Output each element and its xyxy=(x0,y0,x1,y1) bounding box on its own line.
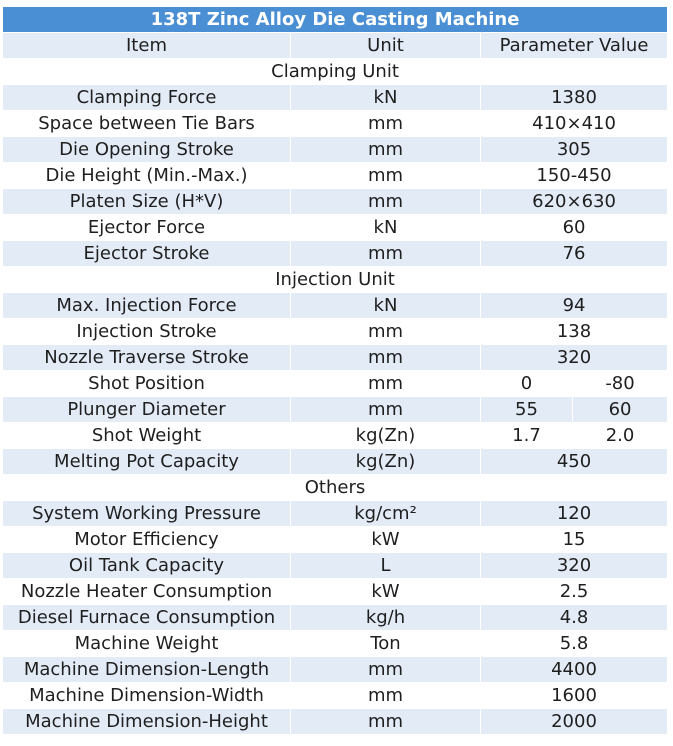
value-cell: 450 xyxy=(481,449,668,475)
value-cell: 1600 xyxy=(481,683,668,709)
item-cell: Diesel Furnace Consumption xyxy=(3,605,291,631)
unit-cell: mm xyxy=(291,241,481,267)
section-header-row xyxy=(3,59,668,85)
unit-cell: mm xyxy=(291,319,481,345)
table-row xyxy=(3,553,668,579)
header-unit: Unit xyxy=(291,33,481,59)
table-row xyxy=(3,501,668,527)
table-row xyxy=(3,345,668,371)
unit-cell: Ton xyxy=(291,631,481,657)
table-row xyxy=(3,605,668,631)
unit-cell: mm xyxy=(291,657,481,683)
value-cell: 320 xyxy=(481,345,668,371)
section-header-row xyxy=(3,475,668,501)
section-title: Others xyxy=(3,475,668,501)
table-row xyxy=(3,189,668,215)
header-value: Parameter Value xyxy=(481,33,668,59)
item-cell: Ejector Stroke xyxy=(3,241,291,267)
value-cell-b: 60 xyxy=(573,397,668,423)
value-cell: 1380 xyxy=(481,85,668,111)
value-cell: 150-450 xyxy=(481,163,668,189)
unit-cell: kW xyxy=(291,579,481,605)
item-cell: Plunger Diameter xyxy=(3,397,291,423)
value-cell-b: -80 xyxy=(573,371,668,397)
item-cell: Die Height (Min.-Max.) xyxy=(3,163,291,189)
unit-cell: mm xyxy=(291,371,481,397)
unit-cell: mm xyxy=(291,137,481,163)
item-cell: Motor Efficiency xyxy=(3,527,291,553)
item-cell: Ejector Force xyxy=(3,215,291,241)
item-cell: Space between Tie Bars xyxy=(3,111,291,137)
unit-cell: mm xyxy=(291,683,481,709)
item-cell: Oil Tank Capacity xyxy=(3,553,291,579)
unit-cell: L xyxy=(291,553,481,579)
unit-cell: kN xyxy=(291,85,481,111)
unit-cell: mm xyxy=(291,163,481,189)
value-cell: 120 xyxy=(481,501,668,527)
item-cell: Injection Stroke xyxy=(3,319,291,345)
table-row xyxy=(3,163,668,189)
value-cell: 15 xyxy=(481,527,668,553)
item-cell: Shot Weight xyxy=(3,423,291,449)
item-cell: Nozzle Heater Consumption xyxy=(3,579,291,605)
unit-cell: mm xyxy=(291,189,481,215)
value-cell: 138 xyxy=(481,319,668,345)
table-row xyxy=(3,683,668,709)
table-row xyxy=(3,319,668,345)
table-row xyxy=(3,241,668,267)
value-cell: 76 xyxy=(481,241,668,267)
unit-cell: kg(Zn) xyxy=(291,423,481,449)
value-cell: 320 xyxy=(481,553,668,579)
spec-table xyxy=(2,6,668,735)
value-cell: 60 xyxy=(481,215,668,241)
item-cell: Melting Pot Capacity xyxy=(3,449,291,475)
unit-cell: mm xyxy=(291,111,481,137)
value-cell: 4400 xyxy=(481,657,668,683)
spec-sheet xyxy=(2,6,667,735)
table-row xyxy=(3,371,668,397)
unit-cell: kg/h xyxy=(291,605,481,631)
unit-cell: kg/cm² xyxy=(291,501,481,527)
item-cell: Max. Injection Force xyxy=(3,293,291,319)
unit-cell: kg(Zn) xyxy=(291,449,481,475)
value-cell: 5.8 xyxy=(481,631,668,657)
spec-table-body xyxy=(3,7,668,735)
value-cell: 410×410 xyxy=(481,111,668,137)
section-header-row xyxy=(3,267,668,293)
item-cell: Machine Dimension-Height xyxy=(3,709,291,735)
table-row xyxy=(3,85,668,111)
table-row xyxy=(3,423,668,449)
table-title: 138T Zinc Alloy Die Casting Machine xyxy=(3,7,668,33)
unit-cell: kW xyxy=(291,527,481,553)
item-cell: Machine Weight xyxy=(3,631,291,657)
value-cell: 2.5 xyxy=(481,579,668,605)
header-item: Item xyxy=(3,33,291,59)
item-cell: Clamping Force xyxy=(3,85,291,111)
item-cell: Nozzle Traverse Stroke xyxy=(3,345,291,371)
unit-cell: mm xyxy=(291,397,481,423)
value-cell: 620×630 xyxy=(481,189,668,215)
table-header-row xyxy=(3,33,668,59)
value-cell-a: 1.7 xyxy=(481,423,573,449)
section-title: Clamping Unit xyxy=(3,59,668,85)
value-cell: 94 xyxy=(481,293,668,319)
item-cell: Machine Dimension-Length xyxy=(3,657,291,683)
unit-cell: kN xyxy=(291,215,481,241)
table-row xyxy=(3,293,668,319)
item-cell: Die Opening Stroke xyxy=(3,137,291,163)
table-row xyxy=(3,215,668,241)
unit-cell: mm xyxy=(291,345,481,371)
value-cell-a: 0 xyxy=(481,371,573,397)
item-cell: Machine Dimension-Width xyxy=(3,683,291,709)
table-row xyxy=(3,709,668,735)
value-cell: 2000 xyxy=(481,709,668,735)
table-row xyxy=(3,137,668,163)
value-cell-b: 2.0 xyxy=(573,423,668,449)
section-title: Injection Unit xyxy=(3,267,668,293)
table-row xyxy=(3,449,668,475)
unit-cell: mm xyxy=(291,709,481,735)
table-row xyxy=(3,397,668,423)
table-row xyxy=(3,631,668,657)
table-title-row xyxy=(3,7,668,33)
item-cell: Platen Size (H*V) xyxy=(3,189,291,215)
unit-cell: kN xyxy=(291,293,481,319)
table-row xyxy=(3,579,668,605)
table-row xyxy=(3,527,668,553)
item-cell: Shot Position xyxy=(3,371,291,397)
table-row xyxy=(3,111,668,137)
value-cell: 4.8 xyxy=(481,605,668,631)
value-cell: 305 xyxy=(481,137,668,163)
table-row xyxy=(3,657,668,683)
value-cell-a: 55 xyxy=(481,397,573,423)
item-cell: System Working Pressure xyxy=(3,501,291,527)
